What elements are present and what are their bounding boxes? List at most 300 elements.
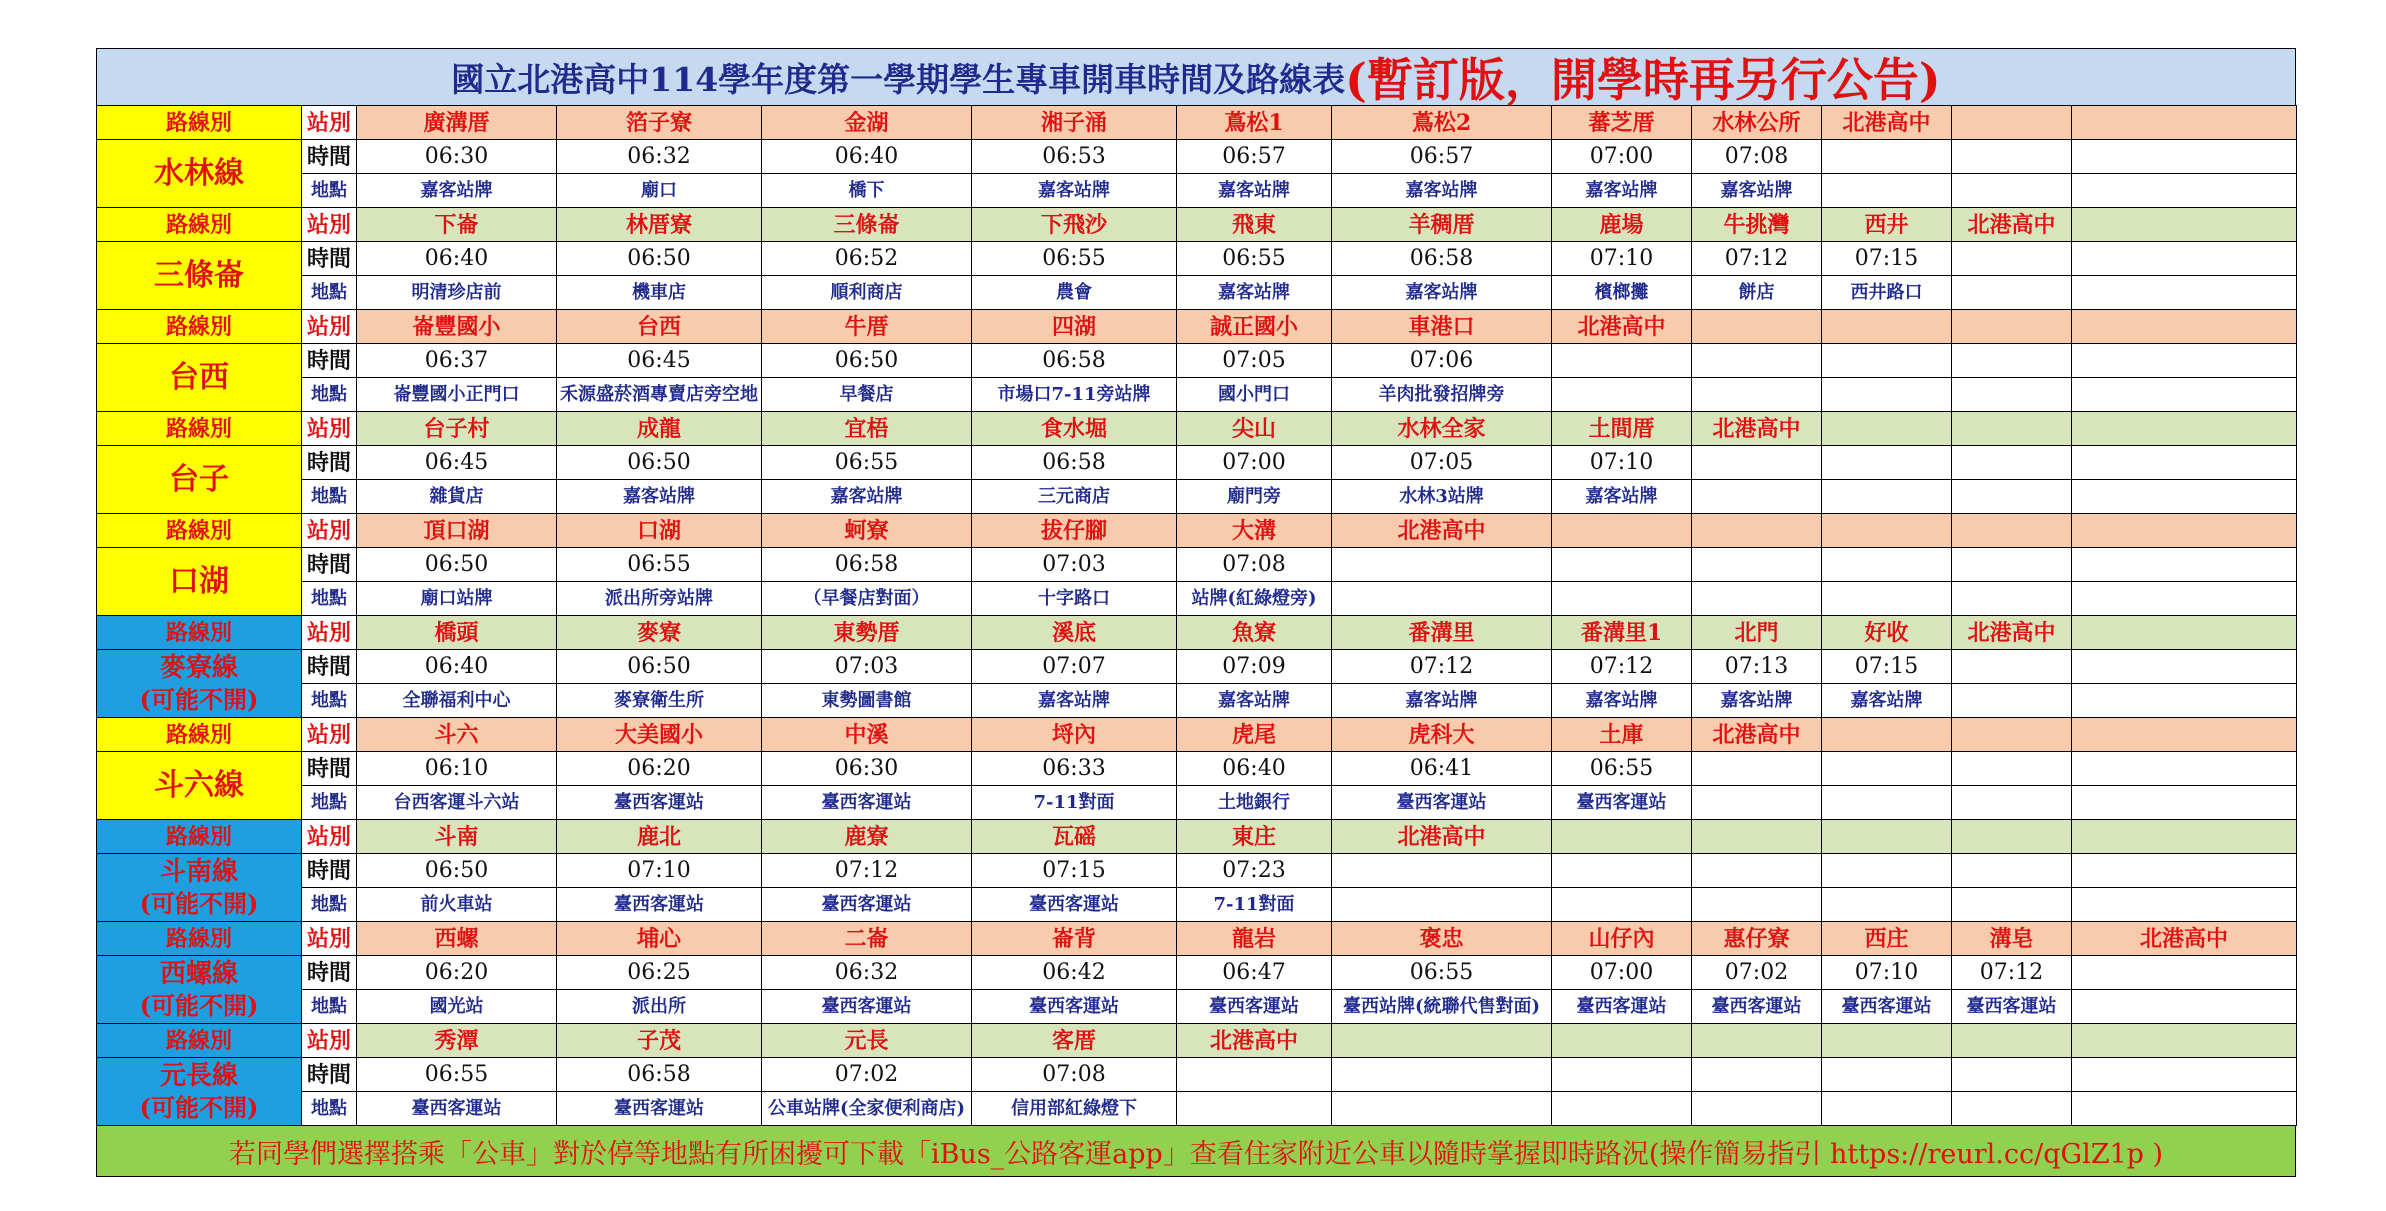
stop-name <box>1552 514 1692 548</box>
departure-time: 07:08 <box>1177 548 1332 582</box>
pickup-place <box>1552 1092 1692 1126</box>
pickup-place <box>1552 888 1692 922</box>
stop-name: 大美國小 <box>557 718 762 752</box>
route-stop-row <box>97 718 2297 752</box>
stop-name: 北港高中 <box>1177 1024 1332 1058</box>
place-row-label: 地點 <box>302 276 357 310</box>
pickup-place: 十字路口 <box>972 582 1177 616</box>
departure-time: 06:50 <box>762 344 972 378</box>
departure-time: 06:47 <box>1177 956 1332 990</box>
pickup-place: 臺西客運站 <box>1177 990 1332 1024</box>
stop-name: 北港高中 <box>1552 310 1692 344</box>
pickup-place: 台西客運斗六站 <box>357 786 557 820</box>
departure-time <box>2072 344 2297 378</box>
place-row-label: 地點 <box>302 174 357 208</box>
stop-row-label: 站別 <box>302 616 357 650</box>
stop-name: 斗六 <box>357 718 557 752</box>
route-place-row <box>97 276 2297 310</box>
stop-row-label: 站別 <box>302 922 357 956</box>
route-name-text: 水林線 <box>154 155 244 191</box>
route-time-row <box>97 854 2297 888</box>
pickup-place <box>1822 174 1952 208</box>
departure-time: 06:40 <box>357 650 557 684</box>
pickup-place: 水林3站牌 <box>1332 480 1552 514</box>
departure-time: 06:30 <box>357 140 557 174</box>
departure-time <box>1332 1058 1552 1092</box>
pickup-place: 國光站 <box>357 990 557 1024</box>
stop-name <box>1822 412 1952 446</box>
route-name-text: 麥寮線 <box>159 653 238 684</box>
pickup-place: 羊肉批發招牌旁 <box>1332 378 1552 412</box>
pickup-place <box>1822 378 1952 412</box>
departure-time: 07:08 <box>972 1058 1177 1092</box>
departure-time: 07:13 <box>1692 650 1822 684</box>
stop-name: 秀潭 <box>357 1024 557 1058</box>
pickup-place <box>1332 582 1552 616</box>
stop-row-label: 站別 <box>302 718 357 752</box>
place-row-label: 地點 <box>302 480 357 514</box>
pickup-place <box>2072 174 2297 208</box>
pickup-place: 嘉客站牌 <box>1177 276 1332 310</box>
stop-name <box>2072 310 2297 344</box>
pickup-place: 信用部紅綠燈下 <box>972 1092 1177 1126</box>
departure-time: 06:30 <box>762 752 972 786</box>
pickup-place <box>1822 582 1952 616</box>
title-note: (暫訂版，開學時再另行公告) <box>1345 53 1941 107</box>
pickup-place <box>1952 786 2072 820</box>
stop-name: 北港高中 <box>1332 514 1552 548</box>
pickup-place: 臺西客運站 <box>557 888 762 922</box>
pickup-place: 臺西客運站 <box>557 786 762 820</box>
pickup-place: 嘉客站牌 <box>1332 276 1552 310</box>
departure-time: 06:58 <box>972 446 1177 480</box>
place-row-label: 地點 <box>302 786 357 820</box>
route-place-row <box>97 582 2297 616</box>
departure-time: 06:55 <box>557 548 762 582</box>
time-row-label: 時間 <box>302 140 357 174</box>
route-time-row <box>97 446 2297 480</box>
stop-name: 鹿北 <box>557 820 762 854</box>
departure-time: 06:55 <box>1177 242 1332 276</box>
pickup-place: 檳榔攤 <box>1552 276 1692 310</box>
route-name <box>97 650 302 718</box>
route-place-row <box>97 888 2297 922</box>
departure-time: 07:09 <box>1177 650 1332 684</box>
stop-name: 水林全家 <box>1332 412 1552 446</box>
departure-time: 07:12 <box>1952 956 2072 990</box>
departure-time: 06:20 <box>357 956 557 990</box>
route-note: (可能不開) <box>139 888 259 918</box>
stop-name <box>1952 310 2072 344</box>
departure-time <box>1952 344 2072 378</box>
departure-time <box>2072 446 2297 480</box>
stop-name <box>2072 106 2297 140</box>
route-note: (可能不開) <box>139 990 259 1020</box>
departure-time <box>1552 854 1692 888</box>
pickup-place: 嘉客站牌 <box>357 174 557 208</box>
departure-time: 07:00 <box>1177 446 1332 480</box>
stop-name: 虎科大 <box>1332 718 1552 752</box>
departure-time: 06:55 <box>357 1058 557 1092</box>
departure-time <box>1692 1058 1822 1092</box>
departure-time <box>2072 548 2297 582</box>
pickup-place: 嘉客站牌 <box>1692 684 1822 718</box>
departure-time <box>1822 752 1952 786</box>
stop-name <box>1332 1024 1552 1058</box>
route-time-row <box>97 1058 2297 1092</box>
pickup-place <box>1952 480 2072 514</box>
pickup-place <box>1692 888 1822 922</box>
stop-name <box>1822 514 1952 548</box>
route-name <box>97 1058 302 1126</box>
stop-name: 羊稠厝 <box>1332 208 1552 242</box>
departure-time: 07:03 <box>762 650 972 684</box>
pickup-place: 臺西客運站 <box>972 990 1177 1024</box>
pickup-place: 嘉客站牌 <box>1822 684 1952 718</box>
pickup-place: 臺西客運站 <box>762 990 972 1024</box>
pickup-place: 三元商店 <box>972 480 1177 514</box>
pickup-place <box>2072 480 2297 514</box>
departure-time: 07:05 <box>1332 446 1552 480</box>
stop-name: 西庄 <box>1822 922 1952 956</box>
pickup-place: 嘉客站牌 <box>1692 174 1822 208</box>
departure-time: 07:05 <box>1177 344 1332 378</box>
time-row-label: 時間 <box>302 242 357 276</box>
departure-time: 07:03 <box>972 548 1177 582</box>
stop-name: 褒忠 <box>1332 922 1552 956</box>
stop-name: 蕃芝厝 <box>1552 106 1692 140</box>
route-name <box>97 956 302 1024</box>
pickup-place: 臺西客運站 <box>557 1092 762 1126</box>
route-label: 路線別 <box>97 718 302 752</box>
departure-time: 07:23 <box>1177 854 1332 888</box>
pickup-place <box>1692 786 1822 820</box>
route-time-row <box>97 344 2297 378</box>
stop-row-label: 站別 <box>302 106 357 140</box>
stop-name: 二崙 <box>762 922 972 956</box>
pickup-place: 嘉客站牌 <box>1177 174 1332 208</box>
departure-time <box>1692 854 1822 888</box>
departure-time: 06:40 <box>762 140 972 174</box>
pickup-place: 西井路口 <box>1822 276 1952 310</box>
route-place-row <box>97 990 2297 1024</box>
stop-name: 水林公所 <box>1692 106 1822 140</box>
pickup-place: 早餐店 <box>762 378 972 412</box>
departure-time: 07:00 <box>1552 956 1692 990</box>
pickup-place: 禾源盛菸酒專賣店旁空地 <box>557 378 762 412</box>
pickup-place: 明清珍店前 <box>357 276 557 310</box>
pickup-place: 站牌(紅綠燈旁) <box>1177 582 1332 616</box>
pickup-place: 農會 <box>972 276 1177 310</box>
stop-name: 西井 <box>1822 208 1952 242</box>
departure-time <box>1952 1058 2072 1092</box>
departure-time: 07:08 <box>1692 140 1822 174</box>
stop-name: 土庫 <box>1552 718 1692 752</box>
pickup-place: 土地銀行 <box>1177 786 1332 820</box>
pickup-place <box>2072 276 2297 310</box>
pickup-place: 廟口 <box>557 174 762 208</box>
stop-row-label: 站別 <box>302 412 357 446</box>
time-row-label: 時間 <box>302 1058 357 1092</box>
route-stop-row <box>97 412 2297 446</box>
stop-name: 土間厝 <box>1552 412 1692 446</box>
stop-name <box>2072 1024 2297 1058</box>
departure-time: 07:06 <box>1332 344 1552 378</box>
route-place-row <box>97 786 2297 820</box>
departure-time <box>1952 242 2072 276</box>
time-row-label: 時間 <box>302 650 357 684</box>
departure-time: 07:12 <box>1552 650 1692 684</box>
departure-time <box>1952 446 2072 480</box>
stop-name: 金湖 <box>762 106 972 140</box>
departure-time: 06:52 <box>762 242 972 276</box>
stop-name: 北港高中 <box>1822 106 1952 140</box>
departure-time: 06:53 <box>972 140 1177 174</box>
title-main: 國立北港高中114學年度第一學期學生專車開車時間及路線表 <box>451 59 1346 99</box>
stop-name <box>2072 718 2297 752</box>
place-row-label: 地點 <box>302 1092 357 1126</box>
pickup-place: 嘉客站牌 <box>1332 174 1552 208</box>
stop-row-label: 站別 <box>302 1024 357 1058</box>
pickup-place <box>2072 990 2297 1024</box>
pickup-place <box>1552 378 1692 412</box>
route-label: 路線別 <box>97 922 302 956</box>
stop-name: 箔子寮 <box>557 106 762 140</box>
route-label: 路線別 <box>97 514 302 548</box>
pickup-place <box>1692 378 1822 412</box>
pickup-place: 全聯福利中心 <box>357 684 557 718</box>
route-stop-row <box>97 820 2297 854</box>
departure-time <box>1177 1058 1332 1092</box>
pickup-place: 東勢圖書館 <box>762 684 972 718</box>
pickup-place <box>1952 276 2072 310</box>
departure-time <box>1822 446 1952 480</box>
stop-name: 四湖 <box>972 310 1177 344</box>
departure-time: 07:10 <box>1552 242 1692 276</box>
departure-time: 06:37 <box>357 344 557 378</box>
route-stop-row <box>97 310 2297 344</box>
route-label: 路線別 <box>97 1024 302 1058</box>
stop-name: 下飛沙 <box>972 208 1177 242</box>
stop-name <box>1692 820 1822 854</box>
stop-name: 三條崙 <box>762 208 972 242</box>
pickup-place: 臺西客運站 <box>1822 990 1952 1024</box>
departure-time: 06:33 <box>972 752 1177 786</box>
pickup-place <box>1692 582 1822 616</box>
route-stop-row <box>97 1024 2297 1058</box>
departure-time: 06:20 <box>557 752 762 786</box>
stop-name: 西螺 <box>357 922 557 956</box>
departure-time <box>1822 344 1952 378</box>
stop-name: 中溪 <box>762 718 972 752</box>
stop-name <box>1552 820 1692 854</box>
stop-name: 客厝 <box>972 1024 1177 1058</box>
stop-name: 宜梧 <box>762 412 972 446</box>
pickup-place <box>2072 684 2297 718</box>
route-name <box>97 446 302 514</box>
stop-name <box>1822 1024 1952 1058</box>
stop-name <box>2072 616 2297 650</box>
stop-name: 拔仔腳 <box>972 514 1177 548</box>
pickup-place: 臺西客運站 <box>972 888 1177 922</box>
departure-time: 06:50 <box>357 854 557 888</box>
pickup-place <box>1952 174 2072 208</box>
departure-time: 06:45 <box>557 344 762 378</box>
pickup-place: （早餐店對面） <box>762 582 972 616</box>
stop-name: 子茂 <box>557 1024 762 1058</box>
stop-name: 蔦松1 <box>1177 106 1332 140</box>
stop-name <box>1552 1024 1692 1058</box>
stop-row-label: 站別 <box>302 820 357 854</box>
departure-time: 07:10 <box>1552 446 1692 480</box>
pickup-place: 臺西客運站 <box>1552 990 1692 1024</box>
stop-name: 崙豐國小 <box>357 310 557 344</box>
stop-name: 溪底 <box>972 616 1177 650</box>
stop-name <box>1822 310 1952 344</box>
stop-name: 埔心 <box>557 922 762 956</box>
stop-name <box>1822 718 1952 752</box>
stop-name: 橋頭 <box>357 616 557 650</box>
place-row-label: 地點 <box>302 582 357 616</box>
route-label: 路線別 <box>97 412 302 446</box>
pickup-place: 臺西客運站 <box>1692 990 1822 1024</box>
place-row-label: 地點 <box>302 888 357 922</box>
route-label: 路線別 <box>97 616 302 650</box>
pickup-place: 臺西客運站 <box>357 1092 557 1126</box>
stop-name <box>1952 514 2072 548</box>
stop-name <box>2072 514 2297 548</box>
departure-time <box>1952 140 2072 174</box>
route-time-row <box>97 548 2297 582</box>
stop-name: 好收 <box>1822 616 1952 650</box>
pickup-place <box>1822 888 1952 922</box>
departure-time: 06:58 <box>972 344 1177 378</box>
route-name-text: 斗南線 <box>159 857 238 888</box>
stop-name: 尖山 <box>1177 412 1332 446</box>
time-row-label: 時間 <box>302 854 357 888</box>
route-name <box>97 344 302 412</box>
stop-name <box>1692 514 1822 548</box>
stop-name: 飛東 <box>1177 208 1332 242</box>
pickup-place: 臺西站牌(統聯代售對面) <box>1332 990 1552 1024</box>
pickup-place <box>1952 888 2072 922</box>
pickup-place <box>1952 684 2072 718</box>
route-name <box>97 854 302 922</box>
stop-name: 惠仔寮 <box>1692 922 1822 956</box>
footer-notice: 若同學們選擇搭乘「公車」對於停等地點有所困擾可下載「iBus_公路客運app」查看住家附近公車以隨時掌握即時路況(操作簡易指引 https://reurl.cc/qGlZ1p ) <box>96 1126 2296 1177</box>
departure-time: 07:02 <box>762 1058 972 1092</box>
stop-name: 林厝寮 <box>557 208 762 242</box>
departure-time <box>2072 752 2297 786</box>
route-name-text: 元長線 <box>159 1061 238 1092</box>
departure-time: 07:00 <box>1552 140 1692 174</box>
departure-time <box>1952 752 2072 786</box>
departure-time: 06:50 <box>557 242 762 276</box>
stop-name: 台子村 <box>357 412 557 446</box>
route-note: (可能不開) <box>139 684 259 714</box>
stop-name: 蚵寮 <box>762 514 972 548</box>
stop-name: 鹿寮 <box>762 820 972 854</box>
departure-time: 06:50 <box>557 446 762 480</box>
route-label: 路線別 <box>97 208 302 242</box>
pickup-place <box>1822 1092 1952 1126</box>
departure-time: 06:10 <box>357 752 557 786</box>
departure-time: 06:41 <box>1332 752 1552 786</box>
departure-time: 07:10 <box>557 854 762 888</box>
stop-name <box>1692 1024 1822 1058</box>
route-place-row <box>97 378 2297 412</box>
stop-name <box>2072 412 2297 446</box>
route-label: 路線別 <box>97 310 302 344</box>
pickup-place: 臺西客運站 <box>1332 786 1552 820</box>
route-stop-row <box>97 106 2297 140</box>
pickup-place <box>1332 888 1552 922</box>
pickup-place: 廟門旁 <box>1177 480 1332 514</box>
route-name-text: 台子 <box>169 461 229 497</box>
departure-time <box>1952 650 2072 684</box>
route-name <box>97 752 302 820</box>
stop-row-label: 站別 <box>302 208 357 242</box>
departure-time: 07:15 <box>972 854 1177 888</box>
route-note: (可能不開) <box>139 1092 259 1122</box>
stop-name: 北港高中 <box>1952 616 2072 650</box>
pickup-place: 崙豐國小正門口 <box>357 378 557 412</box>
departure-time <box>1552 548 1692 582</box>
route-name-text: 台西 <box>169 359 229 395</box>
departure-time: 06:40 <box>1177 752 1332 786</box>
departure-time <box>1552 344 1692 378</box>
stop-name: 蔦松2 <box>1332 106 1552 140</box>
departure-time: 07:12 <box>1692 242 1822 276</box>
pickup-place: 嘉客站牌 <box>1552 684 1692 718</box>
departure-time: 06:57 <box>1177 140 1332 174</box>
stop-name: 崙背 <box>972 922 1177 956</box>
departure-time: 07:10 <box>1822 956 1952 990</box>
stop-name: 廣溝厝 <box>357 106 557 140</box>
route-place-row <box>97 480 2297 514</box>
route-time-row <box>97 650 2297 684</box>
stop-name: 虎尾 <box>1177 718 1332 752</box>
route-name-text: 斗六線 <box>154 767 244 803</box>
pickup-place: 麥寮衛生所 <box>557 684 762 718</box>
stop-name: 食水堀 <box>972 412 1177 446</box>
time-row-label: 時間 <box>302 956 357 990</box>
departure-time: 06:58 <box>557 1058 762 1092</box>
route-name <box>97 242 302 310</box>
pickup-place: 派出所 <box>557 990 762 1024</box>
stop-name: 麥寮 <box>557 616 762 650</box>
stop-name: 牛挑灣 <box>1692 208 1822 242</box>
pickup-place: 7-11對面 <box>1177 888 1332 922</box>
pickup-place: 7-11對面 <box>972 786 1177 820</box>
departure-time: 07:07 <box>972 650 1177 684</box>
stop-name: 北港高中 <box>1952 208 2072 242</box>
pickup-place: 臺西客運站 <box>1552 786 1692 820</box>
departure-time: 06:58 <box>1332 242 1552 276</box>
pickup-place <box>2072 888 2297 922</box>
stop-name: 北港高中 <box>1692 718 1822 752</box>
pickup-place <box>1952 378 2072 412</box>
stop-name <box>1952 106 2072 140</box>
stop-row-label: 站別 <box>302 310 357 344</box>
pickup-place: 雜貨店 <box>357 480 557 514</box>
departure-time: 06:32 <box>557 140 762 174</box>
time-row-label: 時間 <box>302 548 357 582</box>
pickup-place: 嘉客站牌 <box>1552 174 1692 208</box>
schedule-sheet <box>96 48 2296 1177</box>
departure-time <box>2072 242 2297 276</box>
route-table <box>96 105 2297 1126</box>
